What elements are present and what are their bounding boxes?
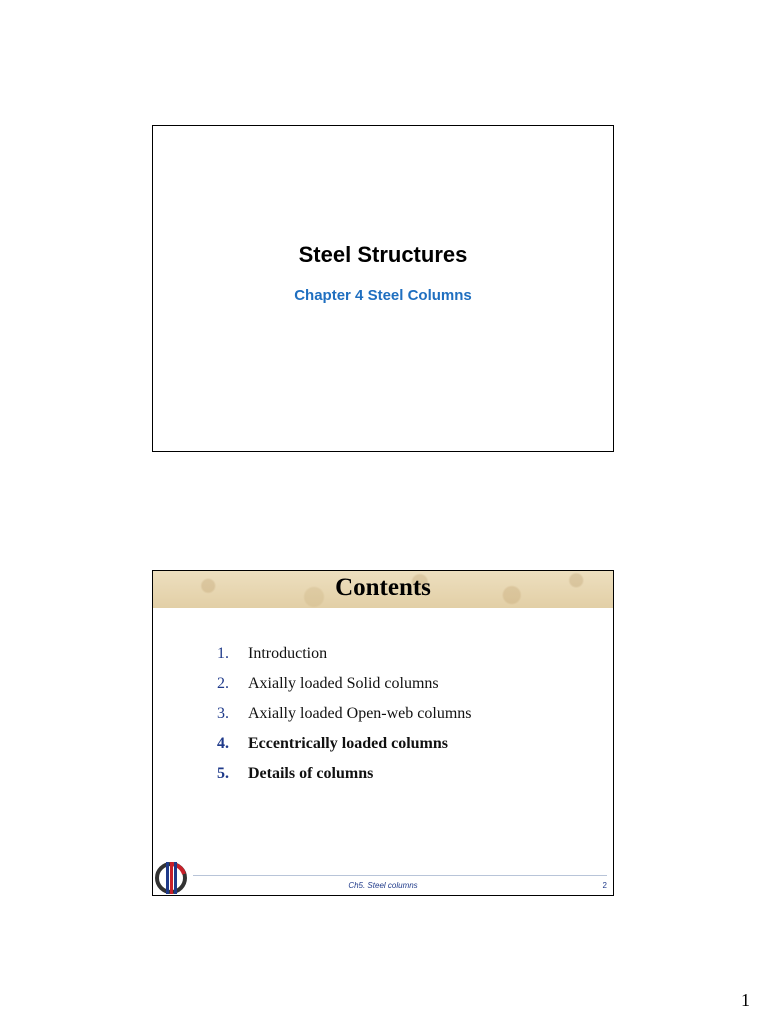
contents-list: [217, 645, 472, 795]
list-item: [217, 765, 472, 795]
title-slide: [152, 125, 614, 452]
contents-slide: [152, 570, 614, 896]
slide-title: Steel Structures: [298, 242, 468, 267]
list-item-number: 3.: [217, 705, 229, 722]
footer-divider: [193, 875, 607, 876]
university-logo-icon: [154, 860, 188, 896]
list-item-label: Eccentrically loaded columns: [248, 735, 448, 752]
list-item-number: 4.: [217, 735, 229, 752]
contents-title: Contents: [335, 574, 431, 601]
list-item-label: Details of columns: [248, 765, 374, 782]
list-item-label: Axially loaded Solid columns: [248, 675, 439, 692]
slide-number: 2: [602, 881, 607, 890]
page-number: 1: [741, 990, 750, 1010]
list-item: [217, 675, 472, 705]
list-item: [217, 705, 472, 735]
contents-header-band: [153, 571, 613, 608]
list-item: [217, 645, 472, 675]
slide-subtitle: Chapter 4 Steel Columns: [294, 287, 472, 304]
list-item-number: 1.: [217, 645, 229, 662]
list-item-number: 2.: [217, 675, 229, 692]
list-item: [217, 735, 472, 765]
list-item-number: 5.: [217, 765, 229, 782]
footer-text: Ch5. Steel columns: [348, 881, 418, 890]
list-item-label: Axially loaded Open-web columns: [248, 705, 472, 722]
list-item-label: Introduction: [248, 645, 328, 662]
